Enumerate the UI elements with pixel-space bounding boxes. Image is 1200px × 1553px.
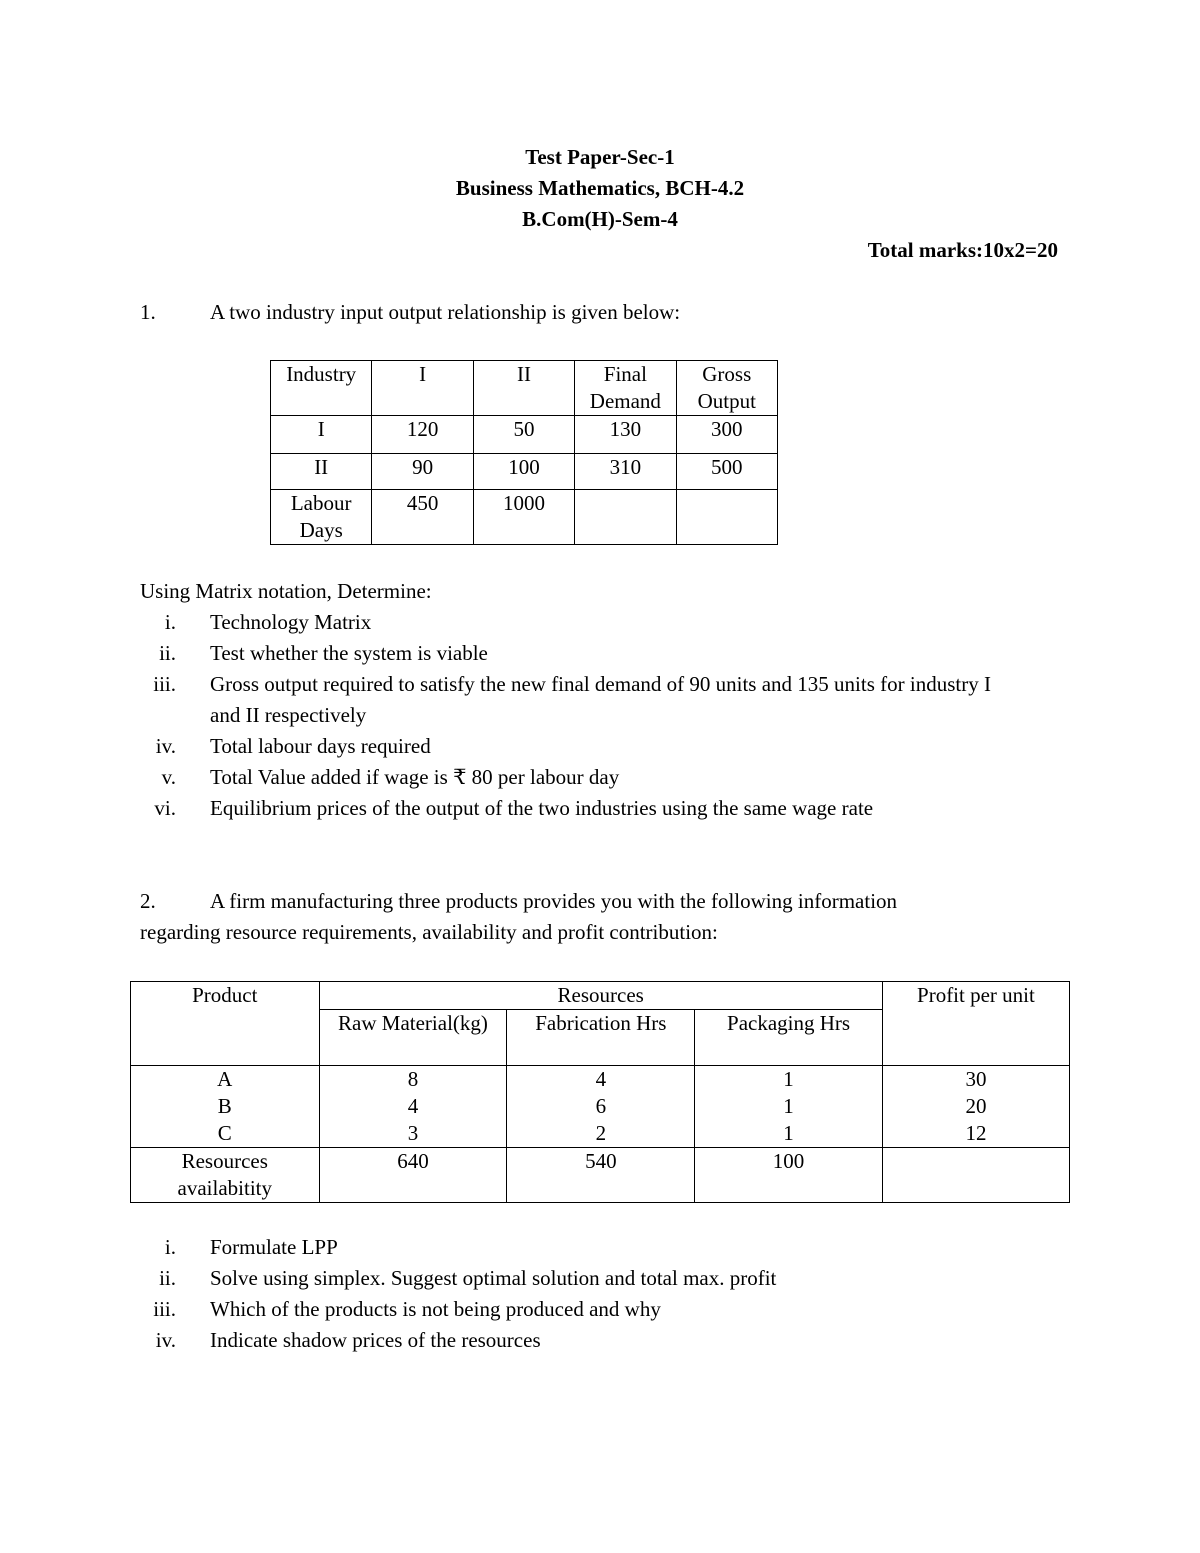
table-row [271, 490, 778, 545]
part-number: v. [161, 765, 176, 789]
io-cell: 90 [372, 454, 473, 490]
io-cell: 1000 [473, 490, 574, 545]
io-table [270, 360, 778, 545]
lpp-fab-cell [507, 1066, 695, 1148]
lpp-cell: B [217, 1094, 232, 1118]
part-text: Which of the products is not being produced and why [210, 1297, 661, 1321]
part-number: ii. [159, 1266, 176, 1290]
lpp-table-header [131, 982, 1070, 1010]
lpp-cell: A [217, 1067, 233, 1091]
part-text: Total Value added if wage is ₹ 80 per labour day [210, 765, 620, 789]
io-cell [575, 490, 676, 545]
lpp-cell: 12 [965, 1121, 987, 1145]
lpp-cell: 100 [695, 1148, 883, 1203]
lpp-profit-cell [882, 1066, 1069, 1148]
table-row [271, 416, 778, 454]
io-header-cell: Industry [271, 361, 372, 416]
total-marks: Total marks:10x2=20 [867, 238, 1058, 262]
lpp-header-profit: Profit per unit [882, 982, 1069, 1066]
part-text: Formulate LPP [210, 1235, 338, 1259]
io-header-cell: I [372, 361, 473, 416]
part-text: Equilibrium prices of the output of the two industries using the same wage rate [210, 796, 874, 820]
part-number: i. [164, 610, 176, 634]
table-row [131, 1148, 1070, 1203]
lpp-cell: 3 [407, 1121, 419, 1145]
part-number: ii. [159, 641, 176, 665]
io-header-cell: II [473, 361, 574, 416]
lpp-products-cell [131, 1066, 320, 1148]
lpp-cell: 540 [507, 1148, 695, 1203]
lpp-cell: 8 [407, 1067, 419, 1091]
q2-text-line1: A firm manufacturing three products provides you with the following information [210, 889, 898, 913]
part-number: i. [164, 1235, 176, 1259]
io-cell: 310 [575, 454, 676, 490]
part-text: Test whether the system is viable [210, 641, 488, 665]
subject-title: Business Mathematics, BCH-4.2 [455, 176, 745, 200]
lpp-table [130, 981, 1070, 1203]
lpp-subheader-raw: Raw Material(kg) [319, 1010, 507, 1066]
table-row [131, 1066, 1070, 1148]
part-text: Indicate shadow prices of the resources [210, 1328, 541, 1352]
lpp-subheader-fab: Fabrication Hrs [507, 1010, 695, 1066]
lpp-cell: 20 [965, 1094, 987, 1118]
io-cell: II [271, 454, 372, 490]
lpp-cell: 1 [783, 1121, 794, 1145]
io-cell: 50 [473, 416, 574, 454]
part-number: iv. [155, 1328, 176, 1352]
lpp-cell: 6 [595, 1094, 607, 1118]
io-cell: I [271, 416, 372, 454]
part-number: iii. [153, 1297, 176, 1321]
part-text: Total labour days required [210, 734, 431, 758]
lpp-cell: 4 [595, 1067, 607, 1091]
paper-title: Test Paper-Sec-1 [525, 145, 675, 169]
part-text: Technology Matrix [210, 610, 372, 634]
lpp-raw-cell [319, 1066, 507, 1148]
io-header-cell: Gross Output [676, 361, 777, 416]
lpp-header-product: Product [131, 982, 320, 1066]
course-title: B.Com(H)-Sem-4 [522, 207, 678, 231]
q1-instruction: Using Matrix notation, Determine: [140, 579, 432, 603]
part-number: iv. [155, 734, 176, 758]
lpp-cell: 1 [783, 1094, 794, 1118]
io-cell: 300 [676, 416, 777, 454]
lpp-cell: 4 [407, 1094, 419, 1118]
part-text: Solve using simplex. Suggest optimal solution and total max. profit [210, 1266, 777, 1290]
lpp-cell: C [217, 1121, 232, 1145]
q1-text: A two industry input output relationship is given below: [210, 300, 681, 324]
lpp-cell-empty [882, 1148, 1069, 1203]
q1-number: 1. [140, 300, 156, 324]
part-text: Gross output required to satisfy the new final demand of 90 units and 135 units for industry I and II respectively [210, 672, 991, 727]
q2-number: 2. [140, 889, 156, 913]
io-cell [676, 490, 777, 545]
io-cell: 130 [575, 416, 676, 454]
lpp-availability-label: Resources availabitity [131, 1148, 320, 1203]
part-number: iii. [153, 672, 176, 696]
io-header-cell: Final Demand [575, 361, 676, 416]
io-cell: 500 [676, 454, 777, 490]
table-row [271, 454, 778, 490]
q2-text-line2: regarding resource requirements, availability and profit contribution: [140, 920, 718, 944]
lpp-pack-cell [695, 1066, 883, 1148]
io-cell: Labour Days [271, 490, 372, 545]
io-table-header [271, 361, 778, 416]
io-cell: 120 [372, 416, 473, 454]
lpp-cell: 2 [595, 1121, 607, 1145]
lpp-subheader-pack: Packaging Hrs [695, 1010, 883, 1066]
io-cell: 450 [372, 490, 473, 545]
lpp-cell: 640 [319, 1148, 507, 1203]
lpp-header-resources: Resources [319, 982, 882, 1010]
lpp-cell: 30 [965, 1067, 987, 1091]
io-cell: 100 [473, 454, 574, 490]
lpp-cell: 1 [783, 1067, 794, 1091]
part-number: vi. [154, 796, 176, 820]
